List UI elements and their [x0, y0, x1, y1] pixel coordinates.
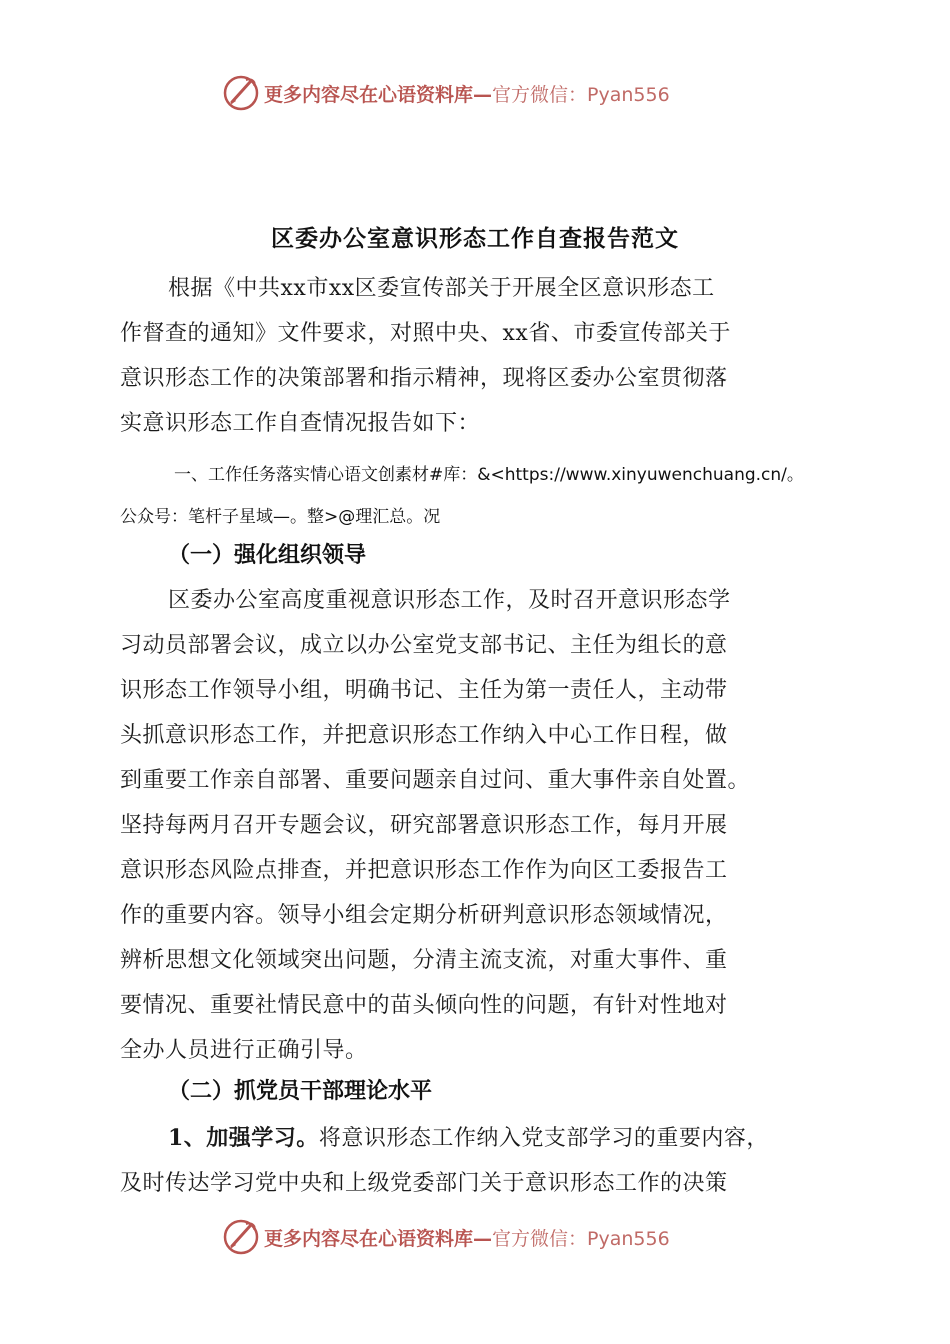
- study-item-paragraph: [120, 1116, 835, 1206]
- document-title: 区委办公室意识形态工作自查报告范文: [271, 225, 679, 252]
- banner-wechat-text: 官方微信：Pyan556: [492, 1228, 670, 1250]
- paragraph-line: 识形态工作领导小组，明确书记、主任为第一责任人，主动带: [120, 678, 728, 703]
- banner-brand-text: 更多内容尽在心语资料库—: [264, 84, 493, 106]
- paragraph-line: 意识形态风险点排查，并把意识形态工作作为向区工委报告工: [120, 858, 728, 883]
- paragraph-line: 要情况、重要社情民意中的苗头倾向性的问题，有针对性地对: [120, 993, 728, 1018]
- paragraph-line: 头抓意识形态工作，并把意识形态工作纳入中心工作日程，做: [120, 723, 728, 748]
- paragraph-line: 到重要工作亲自部署、重要问题亲自过问、重大事件亲自处置。: [120, 768, 751, 793]
- header-watermark-banner: [0, 68, 950, 118]
- subheading-theory-level: （二）抓党员干部理论水平: [168, 1078, 433, 1104]
- subheading-organization: （一）强化组织领导: [168, 542, 367, 568]
- paragraph-line: 辨析思想文化领域突出问题，分清主流支流，对重大事件、重: [120, 948, 728, 973]
- paragraph-line: 坚持每两月召开专题会议，研究部署意识形态工作，每月开展: [120, 813, 728, 838]
- study-item-label: 1、加强学习。: [168, 1125, 319, 1151]
- intro-line: 意识形态工作的决策部署和指示精神，现将区委办公室贯彻落: [120, 366, 728, 391]
- pen-logo-icon: [220, 72, 262, 114]
- paragraph-line: 作的重要内容。领导小组会定期分析研判意识形态领域情况，: [120, 903, 728, 928]
- study-item-line: [120, 1116, 835, 1161]
- study-item-line-2: 及时传达学习党中央和上级党委部门关于意识形态工作的决策: [120, 1171, 728, 1196]
- intro-line: 作督查的通知》文件要求，对照中央、xx省、市委宣传部关于: [120, 321, 731, 346]
- intro-line: 实意识形态工作自查情况报告如下：: [120, 411, 481, 436]
- study-item-text: 将意识形态工作纳入党支部学习的重要内容，: [318, 1126, 769, 1151]
- banner-text: [264, 80, 670, 107]
- paragraph-line: 全办人员进行正确引导。: [120, 1038, 368, 1063]
- pen-logo-icon: [220, 1216, 262, 1258]
- intro-line: 根据《中共xx市xx区委宣传部关于开展全区意识形态工: [168, 276, 715, 301]
- banner-wechat-text: 官方微信：Pyan556: [492, 84, 670, 106]
- footer-watermark-banner: [0, 1212, 950, 1262]
- paragraph-line: 习动员部署会议，成立以办公室党支部书记、主任为组长的意: [120, 633, 728, 658]
- section-one-heading: 一、工作任务落实情心语文创素材#库：&<https://www.xinyuwenchuang.cn/。: [174, 465, 804, 485]
- section-one-heading-continued: 公众号：笔杆子星域—。整>@理汇总。况: [120, 507, 441, 527]
- intro-paragraph: [120, 266, 835, 446]
- banner-text: [264, 1224, 670, 1251]
- organization-paragraph: [120, 578, 835, 1073]
- banner-brand-text: 更多内容尽在心语资料库—: [264, 1228, 493, 1250]
- paragraph-line: 区委办公室高度重视意识形态工作，及时召开意识形态学: [168, 588, 731, 613]
